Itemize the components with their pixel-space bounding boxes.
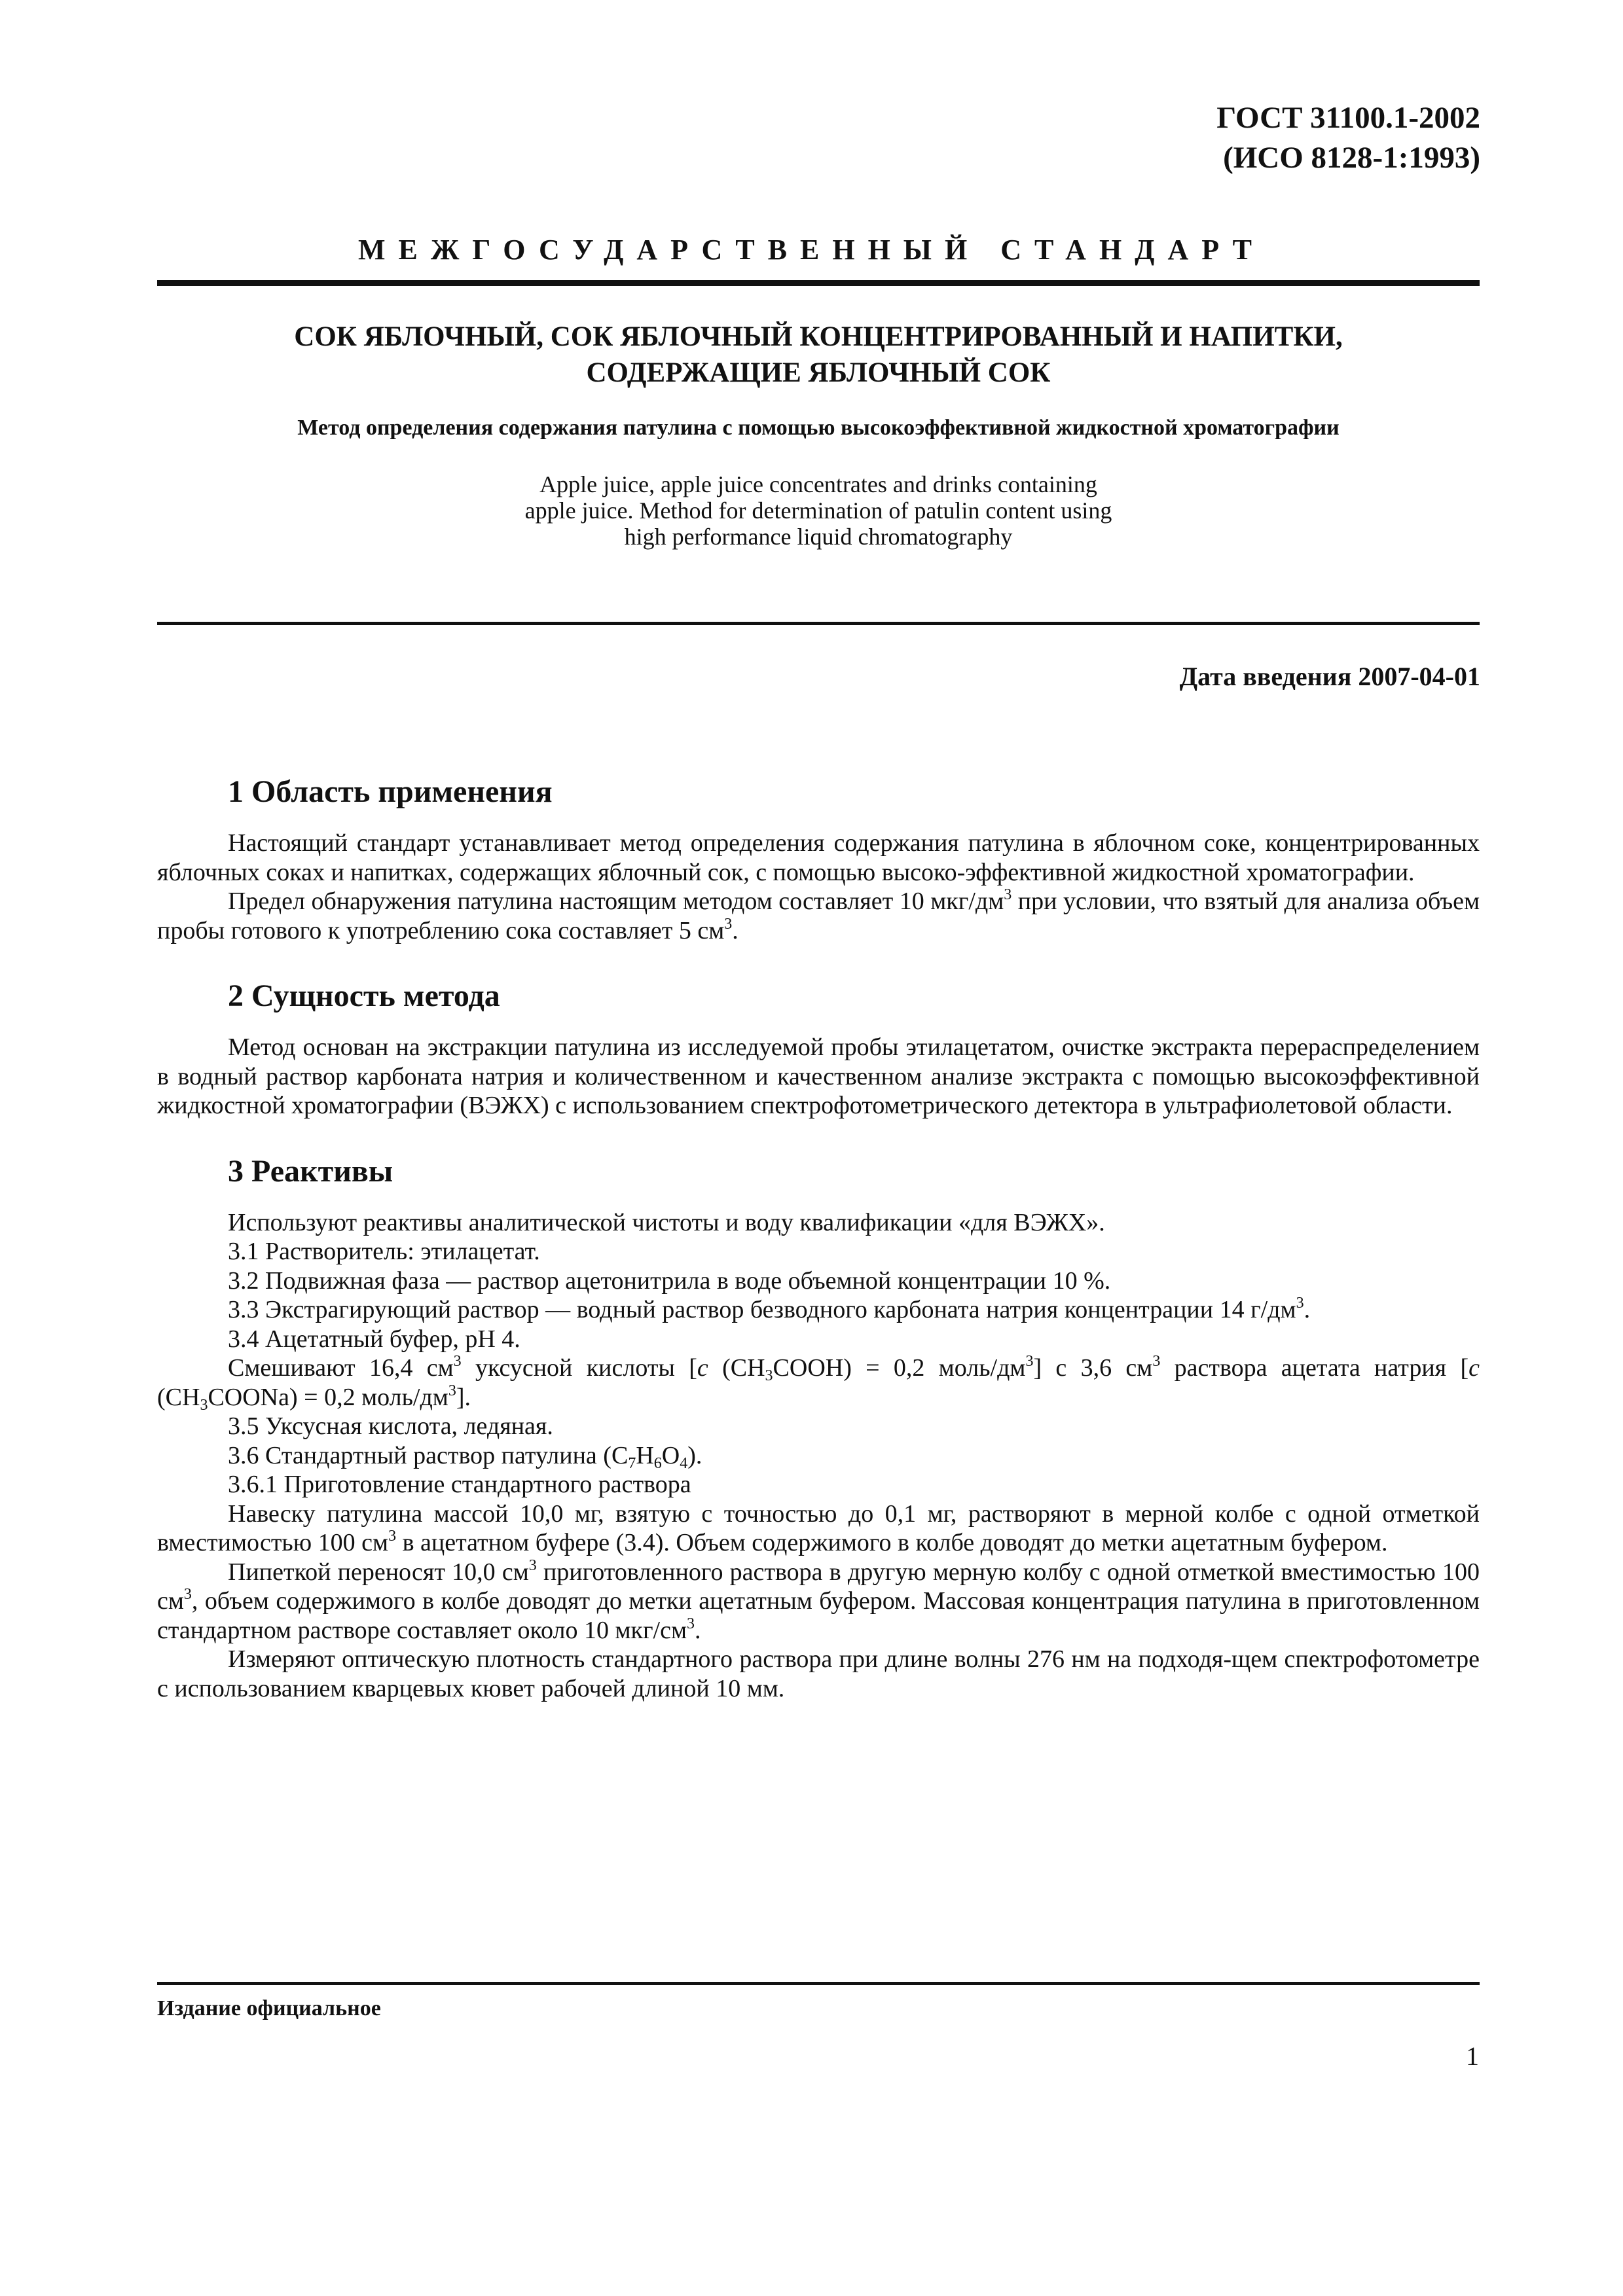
gost-designation	[1216, 98, 1480, 178]
document-title	[157, 319, 1480, 391]
english-title-line-1: Apple juice, apple juice concentrates and drinks containing	[539, 471, 1097, 497]
method-subtitle: Метод определения содержания патулина с помощью высокоэффективной жидкостной хроматографии	[297, 416, 1340, 440]
introduction-date: Дата введения 2007-04-01	[1179, 662, 1480, 691]
weighing-paragraph: Навеску патулина массой 10,0 мг, взятую с точностью до 0,1 мг, растворяют в мерной колбе с одной отметкой вместимостью 100 $см^3$ в ацетатном буфере (3.4). Объем содержимого в колбе доводят до метки ацетатным буфером.	[157, 1499, 1480, 1556]
pipette-paragraph: Пипеткой переносят 10,0 $см^3$ приготовленного раствора в другую мерную колбу с одной отметкой вместимостью 100 $см^3$, объем содержимого в колбе доводят до метки ацетатным буфером. Массовая концентрация патулина в приготовленном стандартном растворе составляет около 10 мкг/$см^3$.	[157, 1556, 1480, 1644]
item-3-6-1: 3.6.1 Приготовление стандартного раствора	[228, 1471, 691, 1498]
section-2-heading: 2 Сущность метода	[228, 978, 500, 1013]
buffer-mixing-paragraph: Смешивают 16,4 $см^3$ уксусной кислоты [c $(CH_3COOH) = 0,2$ моль/$дм^3$] с 3,6 $см^3$ раствора ацетата натрия [c $(CH_3COONa) = 0,2$ моль/$дм^3$].	[157, 1353, 1480, 1414]
section-1-paragraph-1: Настоящий стандарт устанавливает метод определения содержания патулина в яблочном соке, концентрированных яблочных соках и напитках, содержащих яблочный сок, с помощью высоко-эффективной жидкостной хроматографии.	[157, 829, 1480, 886]
middle-divider	[157, 622, 1480, 625]
section-3-heading: 3 Реактивы	[228, 1153, 393, 1189]
item-3-2: 3.2 Подвижная фаза — раствор ацетонитрила в воде объемной концентрации 10 %.	[228, 1266, 1111, 1295]
page-number: 1	[1466, 2041, 1479, 2071]
item-3-5: 3.5 Уксусная кислота, ледяная.	[228, 1412, 553, 1440]
measurement-paragraph: Измеряют оптическую плотность стандартного раствора при длине волны 276 нм на подходя-щем спектрофотометре с использованием кварцевых кювет рабочей длиной 10 мм.	[157, 1645, 1480, 1702]
item-3-3: 3.3 Экстрагирующий раствор — водный раствор безводного карбоната натрия концентрации 14 $г/дм^3$.	[228, 1295, 1311, 1323]
section-3-intro: Используют реактивы аналитической чистоты и воду квалификации «для ВЭЖХ».	[228, 1208, 1105, 1236]
official-edition-label: Издание официальное	[157, 1996, 381, 2020]
english-title-line-2: apple juice. Method for determination of patulin content using	[524, 497, 1112, 524]
title-line-1: СОК ЯБЛОЧНЫЙ, СОК ЯБЛОЧНЫЙ КОНЦЕНТРИРОВАННЫЙ И НАПИТКИ,	[294, 321, 1343, 352]
item-3-6: 3.6 Стандартный раствор патулина $(C_7H_6O_4)$.	[228, 1441, 702, 1472]
gost-number: ГОСТ 31100.1-2002	[1216, 101, 1480, 135]
section-1-heading: 1 Область применения	[228, 774, 553, 809]
section-1-paragraph-2: Предел обнаружения патулина настоящим методом составляет 10 мкг/$дм^3$ при условии, что взятый для анализа объем пробы готового к употреблению сока составляет 5 $см^3$.	[157, 886, 1480, 944]
standard-type: МЕЖГОСУДАРСТВЕННЫЙ СТАНДАРТ	[358, 234, 1265, 266]
english-title-line-3: high performance liquid chromatography	[624, 524, 1013, 550]
iso-number: (ИСО 8128-1:1993)	[1223, 141, 1480, 175]
item-3-4: 3.4 Ацетатный буфер, рН 4.	[228, 1325, 520, 1353]
top-divider	[157, 280, 1480, 286]
footer-divider	[157, 1982, 1480, 1985]
section-2-paragraph-1: Метод основан на экстракции патулина из исследуемой пробы этилацетатом, очистке экстракта перераспределением в водный раствор карбоната натрия и количественном и качественном анализе экстракта с помощью высокоэффективной жидкостной хроматографии (ВЭЖХ) с использованием спектрофотометрического детектора в ультрафиолетовой области.	[157, 1033, 1480, 1119]
english-title	[157, 471, 1480, 550]
document-body	[157, 772, 1480, 1703]
title-line-2: СОДЕРЖАЩИЕ ЯБЛОЧНЫЙ СОК	[586, 357, 1051, 388]
item-3-1: 3.1 Растворитель: этилацетат.	[228, 1238, 540, 1265]
